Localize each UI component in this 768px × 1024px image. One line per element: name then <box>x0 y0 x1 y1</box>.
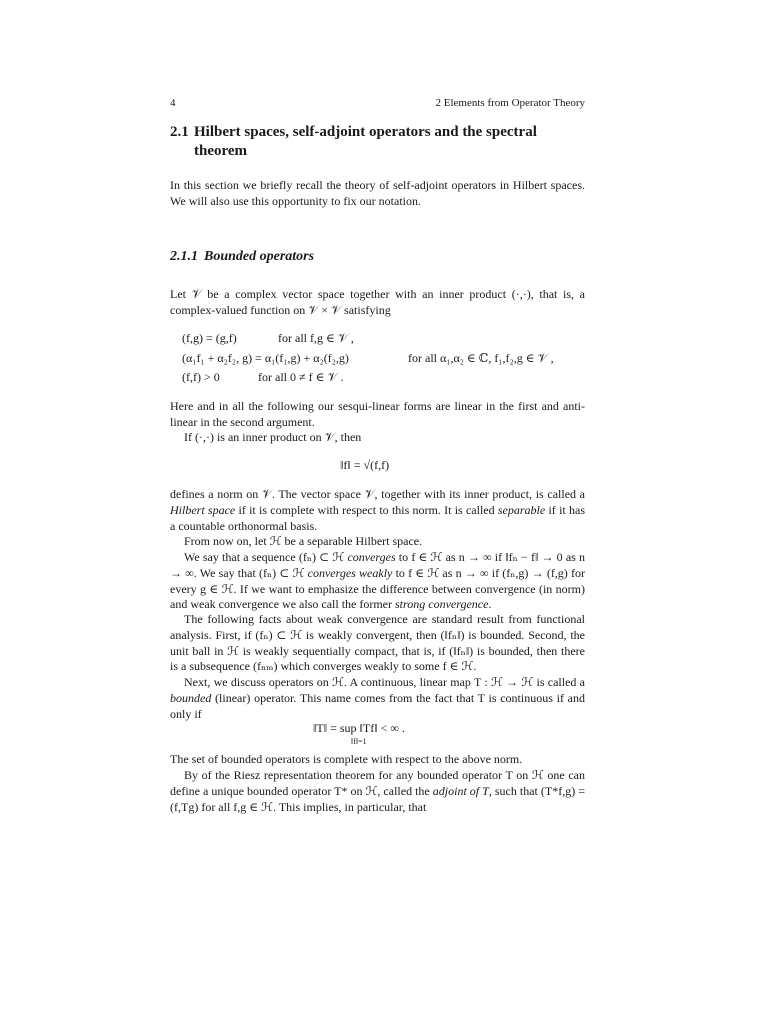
para10-text-c: , such that (T*f,g) = (f,Tg) for all f,g ∈ ℋ. This implies, in particular, that <box>170 783 586 814</box>
term-strong-convergence: strong convergence <box>395 597 489 612</box>
axiom-1-condition: for all f,g ∈ 𝒱 , <box>278 331 354 345</box>
term-converges-weakly: converges weakly <box>307 565 393 580</box>
para10-text-a: By of the Riesz representation theorem for any bounded operator T on ℋ one can define a unique bounded operator T* on ℋ, called the <box>170 768 585 798</box>
paragraph-adjoint <box>170 768 585 815</box>
term-hilbert-space: Hilbert space <box>170 502 236 517</box>
running-header <box>170 97 585 111</box>
axiom-1-formula <box>182 331 237 346</box>
paragraph-sesquilinear: Here and in all the following our sesqui-linear forms are linear in the first and anti-linear in the second argument. <box>170 399 585 429</box>
para6-text-c: to f ∈ ℋ as n → ∞ if ‖fₙ − f‖ → 0 as n → ∞. We say that (fₙ) ⊂ ℋ <box>170 550 585 580</box>
paragraph-if-inner-product: If (·,·) is an inner product on 𝒱, then <box>184 430 362 444</box>
paragraph-complete: The set of bounded operators is complete with respect to the above norm. <box>170 752 523 766</box>
running-title: 2 Elements from Operator Theory <box>435 97 585 109</box>
para8-text-c: (linear) operator. This name comes from the fact that T is continuous if and only if <box>170 690 585 721</box>
paragraph-inner-product: Let 𝒱 be a complex vector space together with an inner product (·,·), that is, a complex-valued function on 𝒱 × 𝒱 satisfying <box>170 287 585 317</box>
op-norm-sup: sup <box>339 721 357 735</box>
subsection-title <box>170 249 314 265</box>
section-number: 2.1 <box>170 124 189 140</box>
paragraph-hilbert-space <box>170 487 585 534</box>
paragraph-convergence <box>170 550 585 613</box>
norm-equation: ‖f‖ = √(f,f) <box>340 458 390 472</box>
para6-text-a: We say that a sequence (fₙ) ⊂ ℋ <box>184 550 348 564</box>
term-adjoint: adjoint of T <box>432 783 489 798</box>
paragraph-separable-hilbert: From now on, let ℋ be a separable Hilbert space. <box>184 534 423 548</box>
para8-text-a: Next, we discuss operators on ℋ. A continuous, linear map T : ℋ → ℋ is called a <box>184 675 585 689</box>
term-converges: converges <box>347 550 396 564</box>
para4-text-c: if it is complete with respect to this norm. It is called <box>235 502 498 517</box>
axiom-3-condition: for all 0 ≠ f ∈ 𝒱 . <box>258 370 344 384</box>
op-norm-lhs: ‖T‖ = <box>313 721 340 735</box>
para6-text-g: . <box>488 597 492 612</box>
axiom-2-condition: for all α₁,α₂ ∈ ℂ, f₁,f₂,g ∈ 𝒱 , <box>408 351 554 365</box>
op-norm-sup-subscript: ‖f‖=1 <box>351 737 367 746</box>
subsection-title-text: Bounded operators <box>204 249 315 264</box>
operator-norm-equation <box>313 721 405 736</box>
axiom-1-text: (f,g) = (g,f) <box>182 331 237 345</box>
para6-text-e: to f ∈ ℋ as n → ∞ if (fₙ,g) → (f,g) for every g ∈ ℋ. If we want to emphasize the difference between convergence (in norm) and weak convergence we also call the former <box>170 565 585 612</box>
term-separable: separable <box>497 502 546 517</box>
page-number: 4 <box>170 97 176 109</box>
axiom-3-formula: (f,f) > 0 <box>182 370 220 384</box>
section-title-text: Hilbert spaces, self-adjoint operators and the spectral theorem <box>194 124 537 159</box>
para4-text-a: defines a norm on 𝒱. The vector space 𝒱, together with its inner product, is called a <box>170 487 585 501</box>
op-norm-rhs: ‖Tf‖ < ∞ . <box>356 721 405 735</box>
paragraph-bounded-operator <box>170 675 585 722</box>
paragraph-weak-convergence-facts: The following facts about weak convergence are standard result from functional analysis. First, if (fₙ) ⊂ ℋ is weakly convergent, then (‖fₙ‖) is bounded. Second, the unit ball in ℋ is weakly sequentially compact, that is, if (‖fₙ‖) is bounded, then there is a subsequence (fₙₘ) which converges weakly to some f ∈ ℋ. <box>170 612 585 674</box>
para4-text-e: if it has a countable orthonormal basis. <box>170 502 585 533</box>
intro-paragraph: In this section we briefly recall the theory of self-adjoint operators in Hilbert spaces. We will also use this opportunity to fix our notation. <box>170 178 585 208</box>
axiom-2-formula: (α₁f₁ + α₂f₂, g) = α₁(f₁,g) + α₂(f₂,g) <box>182 351 349 365</box>
subsection-number: 2.1.1 <box>170 249 198 264</box>
term-bounded: bounded <box>170 690 212 705</box>
